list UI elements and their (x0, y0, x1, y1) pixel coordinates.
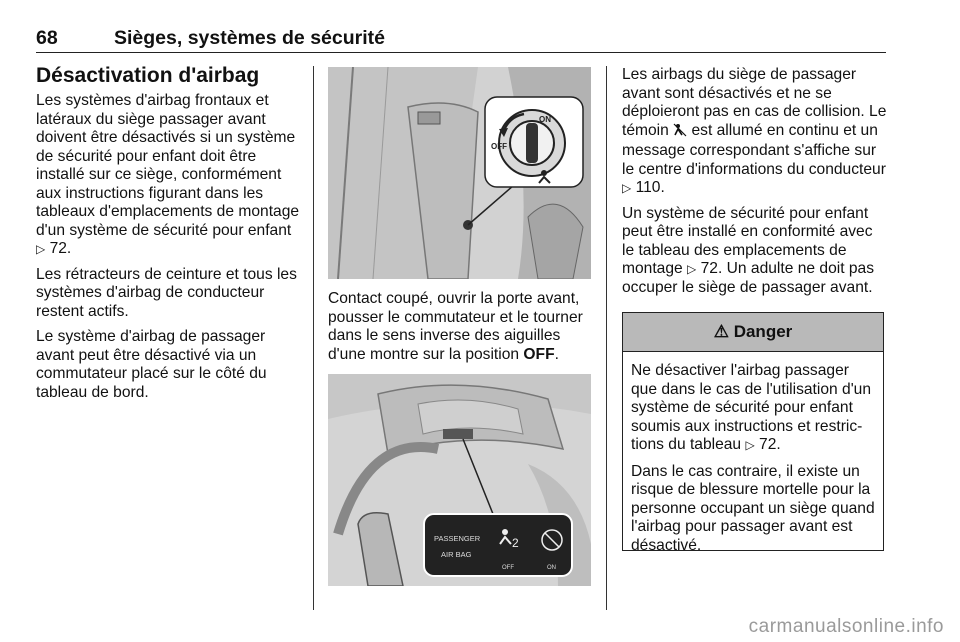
off-position-label: OFF (523, 345, 555, 363)
column-divider-left (313, 66, 314, 610)
figure-airbag-switch (328, 67, 591, 279)
danger-box (622, 312, 884, 554)
page-number: 68 (36, 27, 58, 49)
svg-text:2: 2 (512, 536, 519, 550)
reference-arrow-icon: ▷ (36, 242, 46, 256)
paragraph: Un système de sécurité pour enfant peut être installé en conformité avec le tableau des emplacements de montage ▷ 72. Un adulte ne doit pas occuper le siège de passager avant. (622, 204, 875, 296)
panel-label-on: ON (547, 565, 556, 571)
panel-label-off: OFF (502, 565, 514, 571)
section-heading: Désactivation d'airbag (36, 64, 260, 87)
column-divider-right (606, 66, 607, 610)
figure-caption: Contact coupé, ouvrir la porte avant, pousser le commutateur et le tourner dans le sens inverse des aiguilles d'une montre sur la position OFF. (328, 290, 583, 363)
paragraph: Les rétracteurs de ceinture et tous les systèmes d'airbag de conducteur restent actifs. (36, 265, 297, 320)
section-title: Sièges, systèmes de sécurité (114, 27, 385, 49)
page-reference[interactable]: 72. (700, 260, 723, 277)
page-reference[interactable]: 72. (759, 436, 781, 453)
watermark: carmanualsonline.info (748, 616, 944, 637)
panel-label-airbag: AIR BAG (441, 550, 472, 559)
switch-label-on: ON (539, 115, 551, 124)
danger-title: Danger (733, 322, 793, 341)
column-left (36, 64, 300, 409)
warning-triangle-icon: ⚠ (713, 322, 729, 341)
page-reference[interactable]: 72. (49, 240, 72, 257)
column-right (622, 66, 888, 304)
panel-label-passenger: PASSENGER (434, 534, 481, 543)
reference-arrow-icon: ▷ (687, 262, 697, 276)
airbag-off-icon (673, 123, 687, 143)
danger-header (623, 313, 883, 352)
page-header (36, 24, 886, 53)
page-reference[interactable]: 110. (635, 179, 665, 196)
figure-overhead-console (328, 374, 591, 586)
paragraph: Les systèmes d'airbag frontaux et latéraux du siège passager avant doivent être désactivés si un système de sécurité pour enfant doit être installé sur ce siège, conformément aux instructions figurant dans les tableaux d'emplacements de montage d'un système de sécurité pour enfant ▷ 72. (36, 92, 300, 257)
switch-label-off: OFF (491, 142, 507, 151)
reference-arrow-icon: ▷ (745, 438, 755, 452)
reference-arrow-icon: ▷ (622, 181, 632, 195)
paragraph: Les airbags du siège de passager avant sont désactivés et ne se déploieront pas en cas de collision. Le témoin est allumé en continu et un message correspondant s'affiche sur le centre d'informations du conducteur ▷ 110. (622, 66, 887, 196)
danger-body: Ne désactiver l'airbag passager que dans le cas de l'utilisation d'un système de sécurité pour enfant soumis aux instructions et restric-tions du tableau ▷ 72. Dans le cas contraire, il existe un risque de blessure mortelle pour la personne occupant un siège quand l'airbag pour passager avant est désactivé. (631, 362, 875, 554)
airbag-switch-illustration (328, 67, 591, 279)
paragraph: Le système d'airbag de passager avant peut être désactivé via un commutateur placé sur le côté du tableau de bord. (36, 328, 267, 401)
overhead-console-illustration (328, 374, 591, 586)
